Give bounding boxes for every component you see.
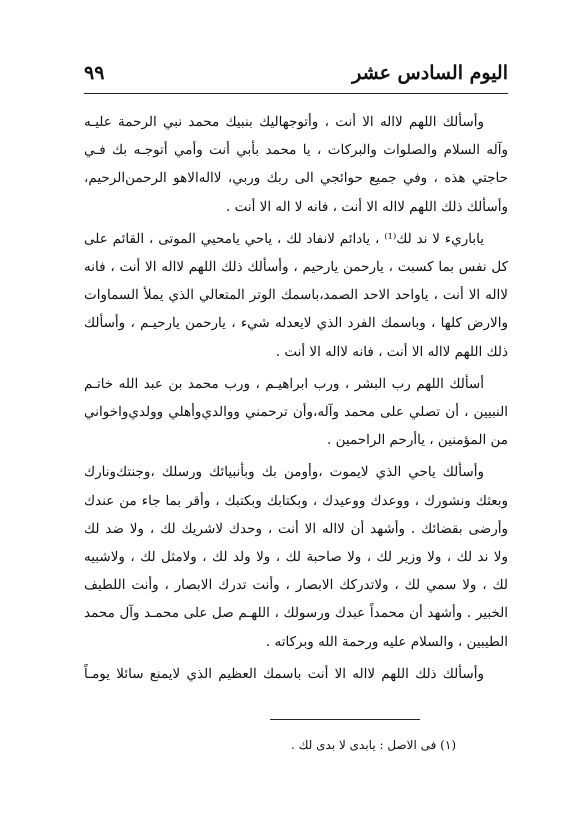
text-line: والارض كلها ، وباسمك الفرد الذي لايعدله شيء ، يارحمن يارحيـم ، وأسألك bbox=[84, 315, 508, 332]
text-line: وآله السلام والصلوات والبركات ، يا محمد بأبي أنت وأمي أتوجـه بك فـي bbox=[84, 142, 508, 159]
paragraph-2 bbox=[84, 225, 508, 366]
chapter-title: اليوم السادس عشر bbox=[352, 62, 508, 84]
paragraph-3 bbox=[84, 370, 508, 455]
text-line: وأرضى بقضائك . وأشهد أن لااله الا أنت ، وحدك لاشريك لك ، ولا ضد لك bbox=[84, 520, 508, 537]
paragraph-5 bbox=[84, 660, 508, 688]
text-line: لك ، ولا سمي لك ، ولاتدركك الابصار ، وأنت تدرك الابصار ، وأنت اللطيف bbox=[84, 577, 508, 594]
text-line: وأسألك ذلك اللهم لااله الا أنت باسمك العظيم الذي لايمنع سائلا يومـاً bbox=[84, 665, 484, 682]
header-rule bbox=[84, 93, 508, 94]
footnote: (١) فى الاصل : يابدى لا بدى لك . bbox=[290, 738, 456, 752]
text-line: من المؤمنين ، ياأرحم الراحمين . bbox=[327, 432, 508, 449]
text-line: الطيبين ، والسلام عليه ورحمة الله وبركاته . bbox=[265, 633, 508, 650]
footnote-rule bbox=[270, 719, 420, 720]
page-number: ٩٩ bbox=[84, 62, 105, 84]
text-line: ولا ند لك ، ولا وزير لك ، ولا صاحبة لك ، ولا ولد لك ، ولامثل لك ، ولاشبيه bbox=[84, 549, 508, 566]
text-line: وبعثك ونشورك ، ووعدك ووعيدك ، وبكتابك وبكتبك ، وأقر بما جاء من عندك bbox=[84, 492, 508, 509]
text-line: أسألك اللهم رب البشر ، ورب ابراهيـم ، ورب محمد بن عبد الله خاتـم bbox=[84, 375, 484, 392]
text-line: لااله الا أنت ، ياواحد الاحد الصمد،باسمك الوتر المتعالي الذي يملأ السماوات bbox=[84, 287, 508, 304]
text-line: ذلك اللهم لااله الا أنت ، فانه لااله الا أنت . bbox=[275, 343, 508, 360]
text-line: وأسألك اللهم لااله الا أنت ، وأتوجهاليك بنبيك محمد نبي الرحمة عليـه bbox=[84, 114, 484, 130]
paragraph-1 bbox=[84, 108, 508, 221]
text-line: كل نفس بما كسبت ، يارحمن يارحيم ، وأسألك ذلك اللهم لااله الا أنت ، فانه bbox=[84, 259, 508, 276]
text-line: حاجتي هذه ، وفي جميع حوائجي الى ربك وربي، لااله‌الاهو الرحمن‌الرحيم، bbox=[84, 170, 508, 187]
text-line: النبيين ، أن تصلي على محمد وآله،وأن ترحمني ووالدي‌وأهلي وولدي‌واخواني bbox=[84, 404, 508, 421]
page-header bbox=[84, 60, 508, 94]
text-line: ياباريء لا ند لك⁽¹⁾ ، يادائم لانفاد لك ، ياحي يامحيي الموتى ، القائم على bbox=[84, 230, 484, 247]
text-line: الخبير . وأشهد أن محمداً عبدك ورسولك ، اللهـم صل على محمـد وآل محمد bbox=[84, 605, 508, 622]
text-line: وأسألك ذلك اللهم لااله الا أنت ، فانه لا اله الا أنت . bbox=[226, 198, 508, 215]
paragraph-4 bbox=[84, 458, 508, 655]
body-text bbox=[84, 108, 508, 692]
text-line: وأسألك ياحي الذي لايموت ،وأومن بك وبأنبيائك ورسلك ،وجنتك‌ونارك bbox=[84, 464, 484, 481]
